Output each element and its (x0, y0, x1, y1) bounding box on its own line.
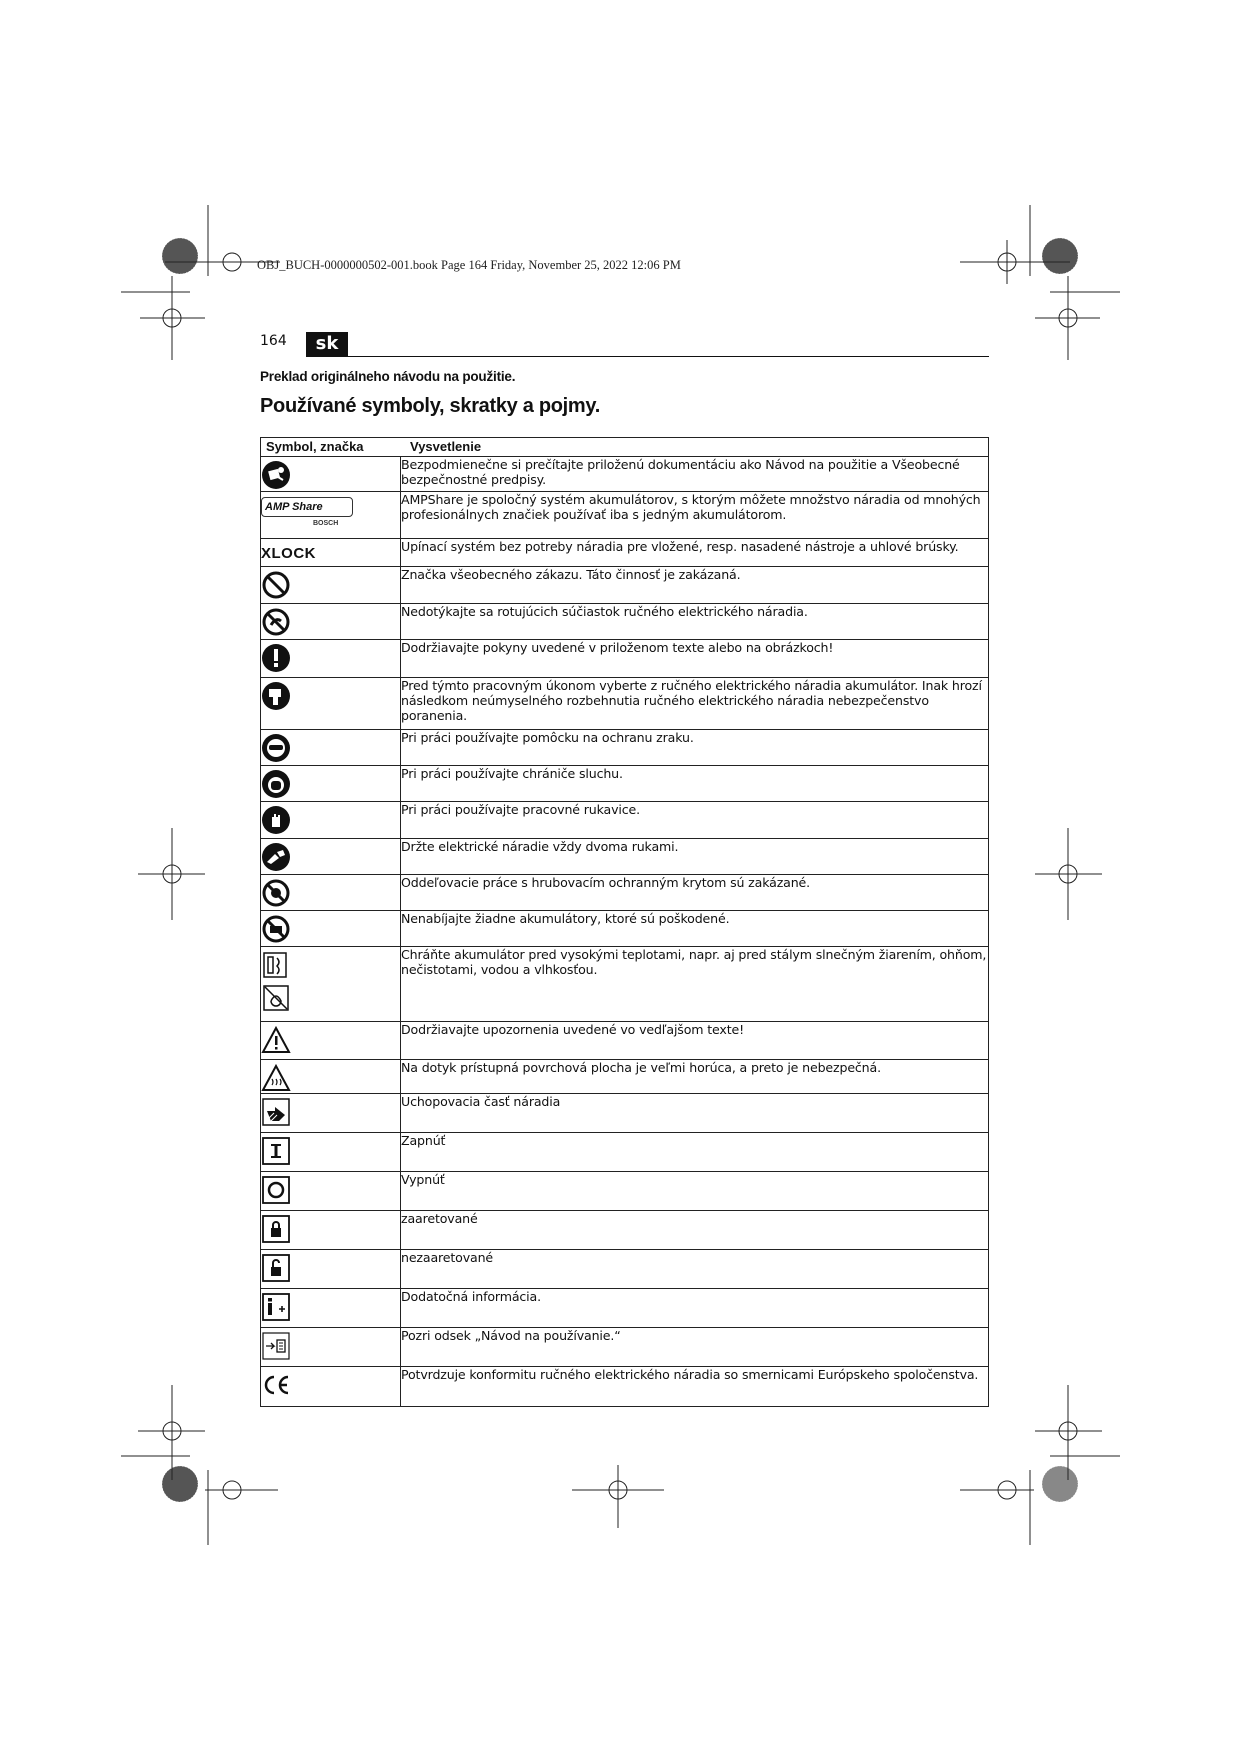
row-description: Potvrdzuje konformitu ručného elektrického náradia so smernicami Európskeho spoločenstva. (401, 1367, 989, 1407)
bosch-logo-icon: BOSCH (313, 520, 339, 527)
row-description: Chráňte akumulátor pred vysokými teplotami, napr. aj pred stálym slnečným žiarením, ohňom, nečistotami, vodou a vlhkosťou. (401, 947, 989, 1022)
table-row (261, 1022, 989, 1060)
row-description: nezaaretované (401, 1250, 989, 1289)
table-row (261, 766, 989, 802)
row-description: Držte elektrické náradie vždy dvoma rukami. (401, 839, 989, 875)
no-damaged-battery-icon (261, 914, 291, 944)
table-header (261, 438, 989, 457)
table-row (261, 539, 989, 567)
table-row (261, 492, 989, 539)
row-description: Pozri odsek „Návod na používanie.“ (401, 1328, 989, 1367)
table-row (261, 1250, 989, 1289)
ce-mark-icon (261, 1370, 291, 1400)
battery-heat-icon (261, 950, 291, 980)
row-description: Vypnúť (401, 1172, 989, 1211)
table-row (261, 640, 989, 678)
no-touch-rotating-icon (261, 607, 291, 637)
row-description: Nedotýkajte sa rotujúcich súčiastok ručného elektrického náradia. (401, 604, 989, 640)
exclamation-icon (261, 643, 291, 673)
row-description: Pri práci používajte chrániče sluchu. (401, 766, 989, 802)
warning-triangle-icon (261, 1025, 291, 1055)
row-description: Pred týmto pracovným úkonom vyberte z ručného elektrického náradia akumulátor. Inak hrozí následkom neúmyselného rozbehnutia ručného elektrického náradia nebezpečenstvo poranenia. (401, 678, 989, 730)
table-row (261, 604, 989, 640)
row-description: Dodržiavajte upozornenia uvedené vo vedľajšom texte! (401, 1022, 989, 1060)
table-row (261, 911, 989, 947)
table-row (261, 947, 989, 1022)
table-row (261, 457, 989, 492)
ampshare-logo-icon: AMP Share (261, 497, 353, 517)
prohibition-icon (261, 570, 291, 600)
no-cutting-guard-icon (261, 878, 291, 908)
table-row (261, 1172, 989, 1211)
table-row (261, 875, 989, 911)
grip-area-icon (261, 1097, 291, 1127)
remove-battery-icon (261, 681, 291, 711)
row-description: Pri práci používajte pomôcku na ochranu zraku. (401, 730, 989, 766)
column-header-symbol: Symbol, značka (266, 439, 364, 454)
table-row (261, 1094, 989, 1133)
eye-protection-icon (261, 733, 291, 763)
row-description: Bezpodmienečne si prečítajte priloženú dokumentáciu ako Návod na použitie a Všeobecné bezpečnostné predpisy. (401, 457, 989, 492)
see-manual-icon (261, 1331, 291, 1361)
unlocked-icon (261, 1253, 291, 1283)
section-subtitle: Preklad originálneho návodu na použitie. (260, 369, 516, 384)
xlock-logo-icon: XLOCK (261, 545, 316, 562)
power-on-icon (261, 1136, 291, 1166)
ear-protection-icon (261, 769, 291, 799)
row-description: Nenabíjajte žiadne akumulátory, ktoré sú poškodené. (401, 911, 989, 947)
symbols-table (260, 437, 989, 1407)
gloves-icon (261, 805, 291, 835)
power-off-icon (261, 1175, 291, 1205)
row-description: Zapnúť (401, 1133, 989, 1172)
column-header-explanation: Vysvetlenie (410, 439, 482, 454)
table-row (261, 839, 989, 875)
row-description: zaaretované (401, 1211, 989, 1250)
table-row (261, 1328, 989, 1367)
row-description: Pri práci používajte pracovné rukavice. (401, 802, 989, 839)
print-file-info: OBJ_BUCH-0000000502-001.book Page 164 Friday, November 25, 2022 12:06 PM (257, 258, 681, 272)
language-badge: sk (306, 332, 348, 356)
row-description: Značka všeobecného zákazu. Táto činnosť je zakázaná. (401, 567, 989, 604)
row-description: Dodatočná informácia. (401, 1289, 989, 1328)
table-row (261, 1060, 989, 1094)
info-plus-icon (261, 1292, 291, 1322)
two-hands-icon (261, 842, 291, 872)
row-description: Oddeľovacie práce s hrubovacím ochranným krytom sú zakázané. (401, 875, 989, 911)
row-description: Na dotyk prístupná povrchová plocha je veľmi horúca, a preto je nebezpečná. (401, 1060, 989, 1094)
table-row (261, 802, 989, 839)
header-rule (306, 356, 989, 357)
row-description: Uchopovacia časť náradia (401, 1094, 989, 1133)
read-manual-icon (261, 460, 291, 490)
page-title: Používané symboly, skratky a pojmy. (260, 395, 601, 417)
row-description: Dodržiavajte pokyny uvedené v priloženom texte alebo na obrázkoch! (401, 640, 989, 678)
table-row (261, 1289, 989, 1328)
hot-surface-icon (261, 1063, 291, 1093)
table-row (261, 567, 989, 604)
row-description: AMPShare je spoločný systém akumulátorov, s ktorým môžete množstvo náradia od mnohých profesionálnych značiek používať iba s jedným akumulátorom. (401, 492, 989, 539)
row-description: Upínací systém bez potreby náradia pre vložené, resp. nasadené nástroje a uhlové brúsky. (401, 539, 989, 567)
table-row (261, 1133, 989, 1172)
table-row (261, 678, 989, 730)
locked-icon (261, 1214, 291, 1244)
table-row (261, 1211, 989, 1250)
table-row (261, 730, 989, 766)
battery-no-water-icon (261, 983, 291, 1013)
page-number: 164 (260, 333, 287, 349)
table-header-row (261, 438, 989, 457)
table-row (261, 1367, 989, 1407)
